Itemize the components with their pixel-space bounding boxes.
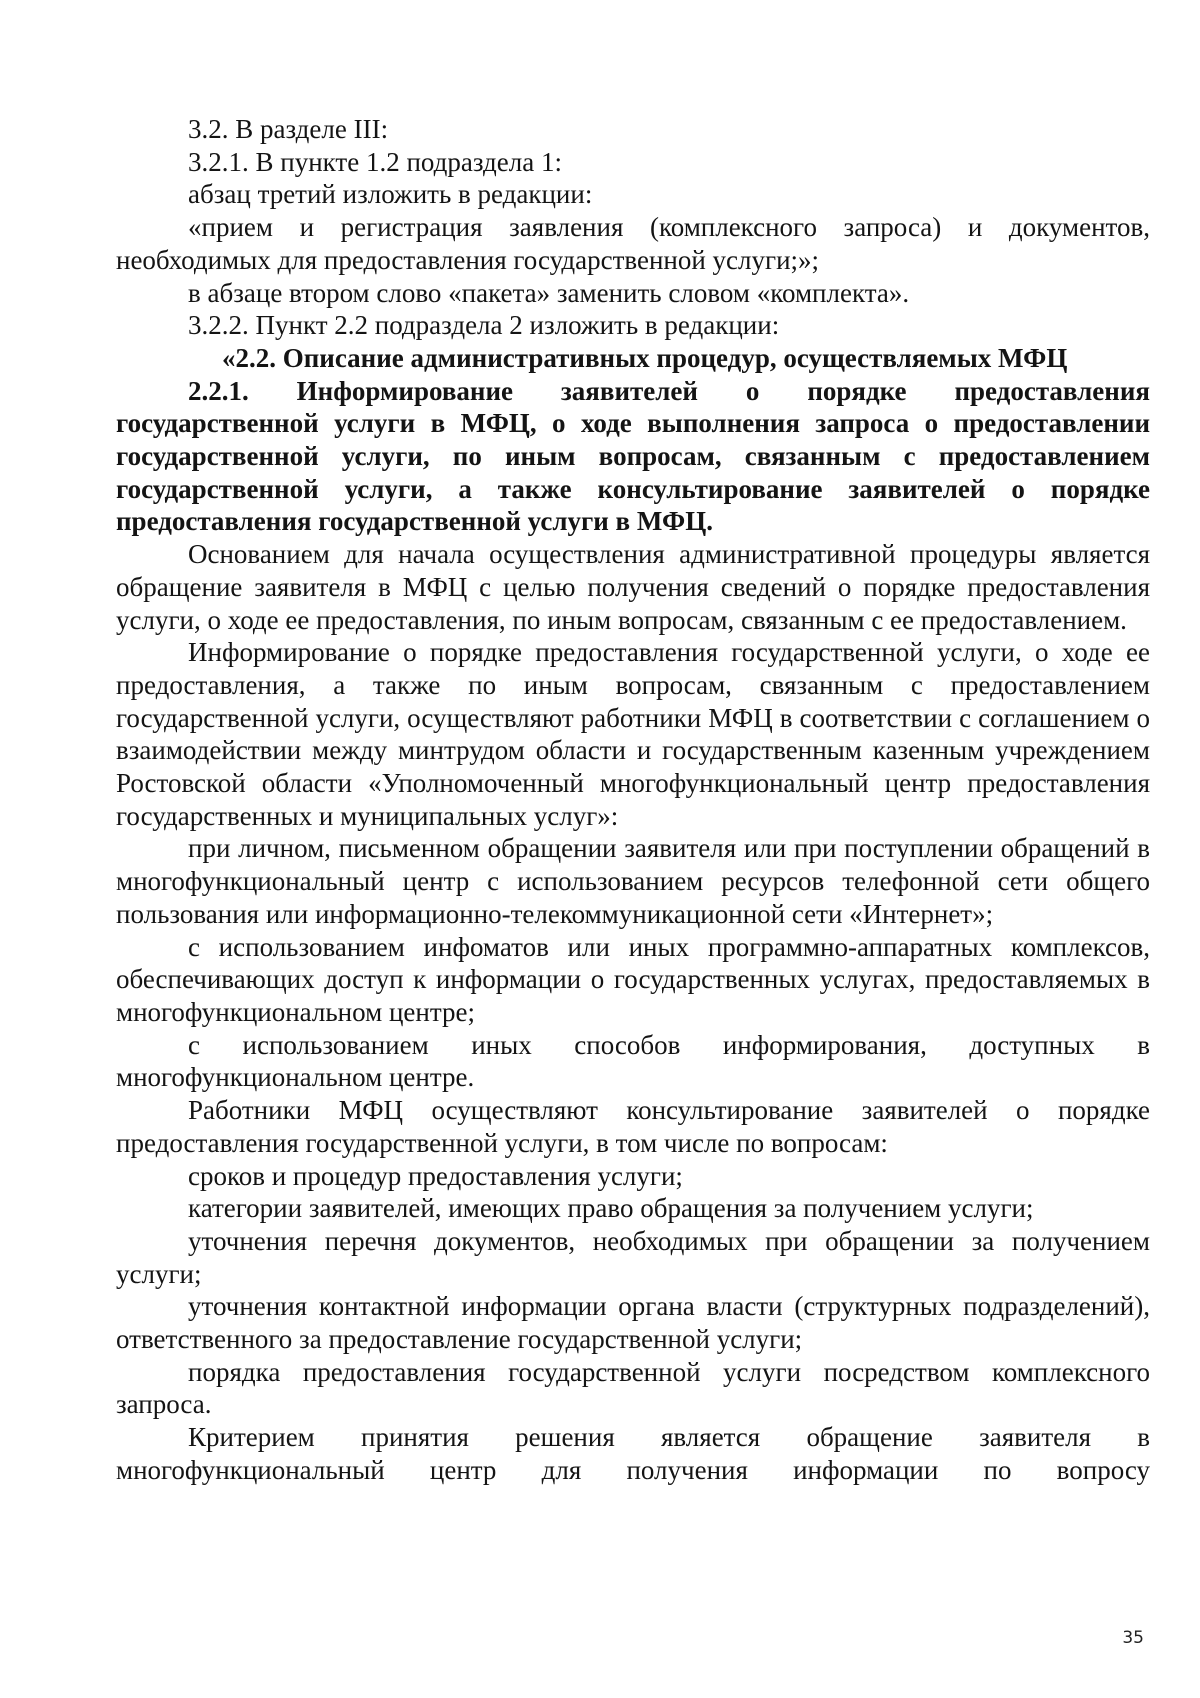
paragraph-quote-reception: «прием и регистрация заявления (комплексного запроса) и документов, необходимых для предоставления государственной услуги;»; — [116, 212, 1150, 275]
paragraph-personal-appeal: при личном, письменном обращении заявителя или при поступлении обращений в многофункциональный центр с использованием ресурсов телефонной сети общего пользования или информационно-телекоммуникационной сети «Интернет»; — [116, 833, 1150, 929]
subsection-heading-2-2-1: 2.2.1. Информирование заявителей о порядке предоставления государственной услуги в МФЦ, о ходе выполнения запроса о предоставлении государственной услуги, по иным вопросам, связанным с предоставлением государственной услуги, а также консультирование заявителей о порядке предоставления государственной услуги в МФЦ. — [116, 375, 1150, 537]
paragraph-consulting: Работники МФЦ осуществляют консультирование заявителей о порядке предоставления государственной услуги, в том числе по вопросам: — [116, 1095, 1150, 1158]
paragraph-instruction: абзац третий изложить в редакции: — [188, 179, 593, 210]
paragraph-contact-info: уточнения контактной информации органа власти (структурных подразделений), ответственного за предоставление государственной услуги; — [116, 1291, 1150, 1355]
section-heading-2-2: «2.2. Описание административных процедур, осуществляемых МФЦ — [222, 342, 1068, 373]
paragraph-informing: Информирование о порядке предоставления государственной услуги, о ходе ее предоставления, а также по иным вопросам, связанным с предоставлением государственной услуги, осуществляют работники МФЦ в соответствии с соглашением о взаимодействии между минтрудом области и государственным казенным учреждением Ростовской области «Уполномоченный многофункциональный центр предоставления государственных и муниципальных услуг»: — [116, 637, 1150, 831]
paragraph-item-3-2-2: 3.2.2. Пункт 2.2 подраздела 2 изложить в редакции: — [188, 310, 780, 341]
paragraph-complex-request: порядка предоставления государственной услуги посредством комплексного запроса. — [116, 1356, 1150, 1420]
page-number: 35 — [1122, 1628, 1144, 1648]
paragraph-categories: категории заявителей, имеющих право обращения за получением услуги; — [188, 1193, 1034, 1224]
paragraph-infomats: с использованием инфоматов или иных программно-аппаратных комплексов, обеспечивающих доступ к информации о государственных услугах, предоставляемых в многофункциональном центре; — [116, 931, 1150, 1027]
paragraph-document-list: уточнения перечня документов, необходимых при обращении за получением услуги; — [116, 1225, 1150, 1289]
paragraph-item-3-2-1: 3.2.1. В пункте 1.2 подраздела 1: — [188, 146, 562, 177]
paragraph-word-replacement: в абзаце втором слово «пакета» заменить словом «комплекта». — [188, 277, 910, 308]
paragraph-terms: сроков и процедур предоставления услуги; — [188, 1160, 683, 1191]
document-body — [116, 113, 1150, 1487]
paragraph-criterion: Критерием принятия решения является обращение заявителя в многофункциональный центр для получения информации по вопросу — [116, 1422, 1150, 1485]
paragraph-other-methods: с использованием иных способов информирования, доступных в многофункциональном центре. — [116, 1029, 1150, 1093]
paragraph-section-3-2: 3.2. В разделе III: — [188, 114, 389, 144]
paragraph-basis: Основанием для начала осуществления административной процедуры является обращение заявителя в МФЦ с целью получения сведений о порядке предоставления услуги, о ходе ее предоставления, по иным вопросам, связанным с ее предоставлением. — [116, 539, 1150, 635]
